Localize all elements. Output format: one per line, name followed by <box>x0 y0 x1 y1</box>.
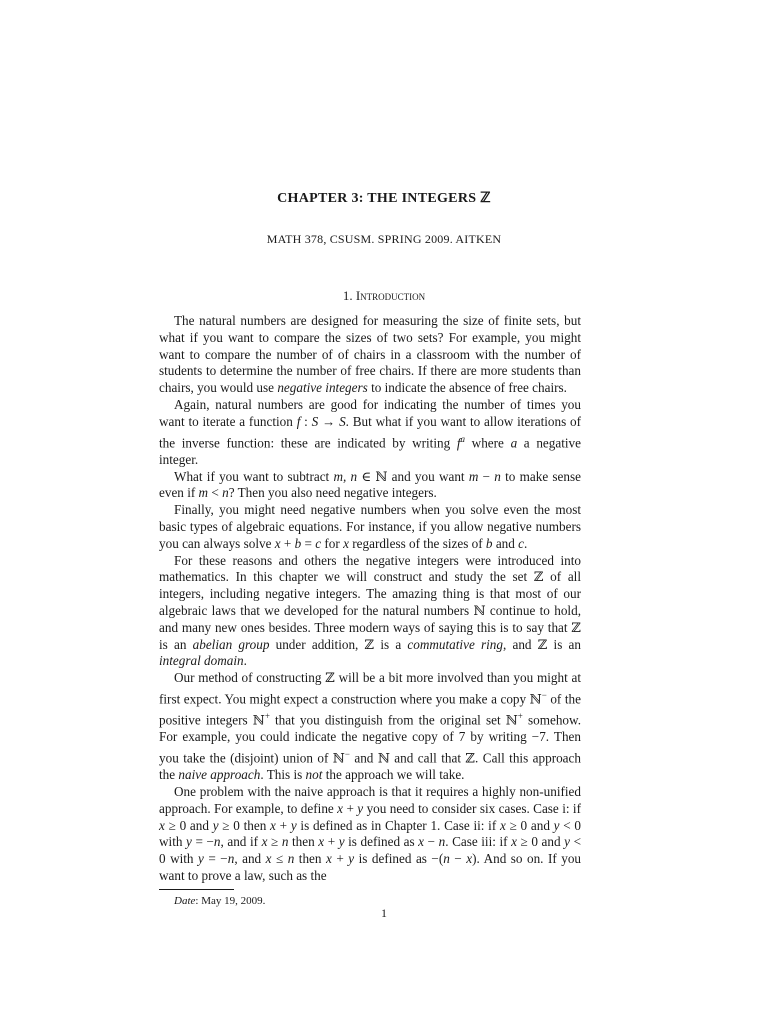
text-segment: y <box>348 851 355 867</box>
footnote-label: Date <box>174 895 196 907</box>
text-segment: . But what if you want to allow iterations of the inverse function: these are indicated by writing <box>159 413 582 450</box>
text-segment: n <box>443 851 450 867</box>
text-segment: : <box>300 413 312 429</box>
text-segment: x <box>418 834 425 850</box>
text-segment: f <box>456 434 461 450</box>
text-segment: Finally, you might need negative numbers when you solve even the most basic types of algebraic equations. For instance, if you allow negative numbers you can always solve <box>159 502 581 551</box>
text-segment: ∈ ℕ and you want <box>357 468 469 484</box>
course-subtitle: MATH 378, CSUSM. SPRING 2009. AITKEN <box>266 232 502 246</box>
text-segment: + <box>275 817 291 833</box>
paragraph <box>159 784 581 885</box>
text-segment: S <box>311 413 319 429</box>
text-segment: ? Then you also need negative integers. <box>228 485 437 501</box>
text-segment: , and if <box>220 834 262 850</box>
text-segment: m <box>468 468 479 484</box>
text-segment: f <box>296 413 301 429</box>
text-segment: . <box>524 535 528 551</box>
text-segment: ≥ 0 and <box>505 817 554 833</box>
text-segment: → <box>318 413 340 429</box>
text-segment: x <box>318 834 325 850</box>
text-segment: − <box>449 851 467 867</box>
text-segment: − <box>541 689 547 700</box>
text-segment: − <box>344 749 350 760</box>
text-segment: ≥ 0 and <box>516 834 565 850</box>
text-segment: naive approach <box>178 767 261 783</box>
text-segment: − <box>424 834 439 850</box>
text-segment: x <box>159 817 165 833</box>
text-segment: x <box>326 851 332 867</box>
text-segment: is defined as −( <box>354 851 444 867</box>
text-segment: n <box>222 485 229 501</box>
text-segment: m, n <box>333 468 358 484</box>
text-segment: under addition, ℤ is a <box>269 636 408 652</box>
text-segment: y <box>186 834 192 850</box>
text-segment: + <box>324 834 339 850</box>
text-segment: n <box>213 834 221 850</box>
text-segment: < 0 with <box>159 834 582 867</box>
text-segment: x <box>270 817 276 833</box>
text-segment: is defined as in Chapter 1. Case ii: if <box>296 817 500 833</box>
text-segment: , and ℤ is an <box>502 636 581 652</box>
text-segment: to make sense even if <box>159 468 581 501</box>
text-segment: regardless of the sizes of <box>348 535 486 551</box>
text-segment: y <box>198 851 204 867</box>
text-segment: for <box>321 535 344 551</box>
footnote-rule <box>159 889 234 890</box>
paragraph <box>159 502 581 552</box>
paragraph <box>159 469 581 503</box>
text-segment: What if you want to subtract <box>174 468 334 484</box>
text-segment: then <box>288 834 319 850</box>
paragraph <box>159 313 581 397</box>
text-segment: ≥ <box>267 834 282 850</box>
text-segment: c <box>518 535 525 551</box>
text-segment: = <box>301 535 316 551</box>
text-segment: n <box>287 851 295 867</box>
text-segment: not <box>305 767 323 783</box>
text-segment: < <box>208 485 223 501</box>
text-segment: + <box>343 800 358 816</box>
text-segment: One problem with the naive approach is that it requires a highly non-unified approach. For example, to define <box>159 784 581 816</box>
text-segment: y <box>212 817 219 833</box>
text-segment: of the positive integers ℕ <box>159 691 581 728</box>
text-segment: For these reasons and others the negative integers were introduced into mathematics. In this chapter we will construct and study the set ℤ of all integers, including negative integers. The amazing thing is that most of our algebraic laws that we developed for the natural numbers ℕ continue to hold, and many new ones besides. Three modern ways of saying this is to say that ℤ is an <box>159 552 581 652</box>
paragraph <box>159 553 581 671</box>
text-segment: then <box>294 851 326 867</box>
text-segment: + <box>517 711 523 722</box>
paragraph <box>159 670 581 784</box>
text-segment: y <box>290 817 297 833</box>
text-segment: negative integers <box>277 380 368 396</box>
text-segment: you need to consider six cases. Case i: if <box>363 800 581 816</box>
text-segment: y <box>564 834 570 850</box>
text-segment: ≥ 0 then <box>218 817 271 833</box>
text-segment: and <box>492 535 519 551</box>
text-segment: ≥ 0 and <box>164 817 213 833</box>
text-segment: Our method of constructing ℤ will be a bit more involved than you might at first expect. You might expect a construction where you make a copy ℕ <box>159 670 581 707</box>
text-segment: < 0 with <box>159 817 582 850</box>
text-segment: x <box>343 535 349 551</box>
footnote-text: : May 19, 2009. <box>195 895 266 907</box>
text-segment: x <box>337 800 344 816</box>
text-segment: . This is <box>260 767 306 783</box>
text-segment: = − <box>191 834 214 850</box>
section-title: Introduction <box>355 288 426 303</box>
text-segment: a <box>460 433 466 444</box>
text-segment: n <box>494 468 501 484</box>
text-segment: x <box>261 834 268 850</box>
text-segment: b <box>485 535 493 551</box>
text-segment: a negative integer. <box>159 434 581 467</box>
text-segment: c <box>315 535 322 551</box>
text-segment: − <box>478 468 495 484</box>
page-number: 1 <box>381 906 387 920</box>
text-segment: + <box>331 851 349 867</box>
text-segment: is defined as <box>344 834 419 850</box>
text-segment: x <box>511 834 517 850</box>
text-segment: S <box>339 413 346 429</box>
text-segment: that you distinguish from the original set ℕ <box>269 712 518 728</box>
text-segment: + <box>280 535 295 551</box>
text-segment: x <box>466 851 473 867</box>
text-segment: n <box>281 834 289 850</box>
text-segment: integral domain <box>159 653 244 669</box>
text-segment: y <box>338 834 345 850</box>
text-segment: the approach we will take. <box>322 767 465 783</box>
text-segment: n <box>227 851 235 867</box>
chapter-title: CHAPTER 3: THE INTEGERS ℤ <box>277 191 491 206</box>
text-segment: m <box>198 485 209 501</box>
body-text <box>159 313 581 885</box>
text-segment: b <box>294 535 302 551</box>
text-segment: ≤ <box>271 851 288 867</box>
section-number: 1. <box>342 288 353 303</box>
text-segment: . <box>243 653 247 669</box>
text-segment: x <box>499 817 506 833</box>
text-segment: y <box>553 817 560 833</box>
text-segment: . Case iii: if <box>445 834 512 850</box>
text-segment: somehow. For example, you could indicate the negative copy of 7 by writing −7. Then you take the (disjoint) union of ℕ <box>159 712 581 766</box>
text-segment: to indicate the absence of free chairs. <box>367 380 567 396</box>
text-segment: ). And so on. If you want to prove a law, such as the <box>159 851 582 884</box>
text-segment: y <box>357 800 364 816</box>
text-segment: where <box>465 434 511 450</box>
text-segment: commutative ring <box>407 636 503 652</box>
paragraph <box>159 397 581 469</box>
text-segment: The natural numbers are designed for measuring the size of finite sets, but what if you want to compare the sizes of two sets? For example, you might want to compare the number of of chairs in a classroom with the number of students to determine the number of free chairs. If there are more students than chairs, you would use <box>159 313 581 396</box>
text-segment: n <box>438 834 446 850</box>
text-segment: + <box>264 711 270 722</box>
section-heading <box>0 288 768 304</box>
text-segment: , and <box>234 851 266 867</box>
text-segment: and ℕ and call that ℤ. Call this approach the <box>159 750 581 783</box>
text-segment: abelian group <box>192 636 270 652</box>
text-segment: Again, natural numbers are good for indicating the number of times you want to iterate a function <box>159 396 581 429</box>
text-segment: = − <box>203 851 228 867</box>
text-segment: x <box>265 851 272 867</box>
text-segment: x <box>274 535 281 551</box>
text-segment: a <box>510 434 518 450</box>
